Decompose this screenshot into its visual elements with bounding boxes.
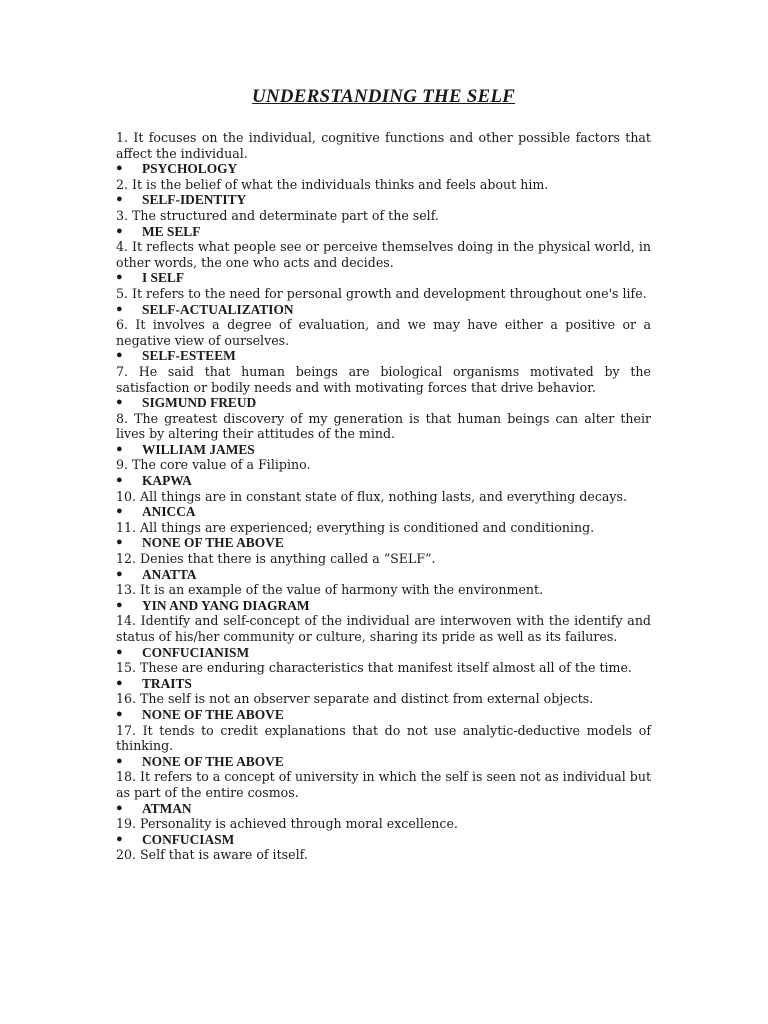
answer-text: ATMAN (142, 800, 192, 816)
answer-line (116, 302, 651, 318)
answer-text: ANATTA (142, 566, 197, 582)
answer-text: TRAITS (142, 675, 192, 691)
answer-line (116, 224, 651, 240)
answer-text: SELF-ACTUALIZATION (142, 301, 294, 317)
answer-line (116, 504, 651, 520)
question-list (116, 130, 651, 863)
bullet-icon: ● (116, 598, 123, 611)
list-item (116, 613, 651, 660)
answer-text: I SELF (142, 270, 185, 286)
answer-line (116, 598, 651, 614)
answer-line (116, 676, 651, 692)
list-item (116, 816, 651, 847)
question-text: 18. It refers to a concept of university in which the self is seen not as individual but as part of the entire cosmos. (116, 769, 651, 800)
answer-line (116, 192, 651, 208)
answer-text: NONE OF THE ABOVE (142, 535, 284, 551)
question-text: 5. It refers to the need for personal growth and development throughout one's life. (116, 285, 647, 301)
bullet-icon: ● (116, 567, 123, 580)
question-text: 12. Denies that there is anything called a “SELF”. (116, 551, 436, 567)
answer-line (116, 535, 651, 551)
answer-line (116, 832, 651, 848)
bullet-icon: ● (116, 645, 123, 658)
question-text: 3. The structured and determinate part of the self. (116, 207, 439, 223)
list-item (116, 286, 651, 317)
bullet-icon: ● (116, 754, 123, 767)
answer-line (116, 801, 651, 817)
answer-text: NONE OF THE ABOVE (142, 706, 284, 722)
list-item (116, 317, 651, 364)
bullet-icon: ● (116, 271, 123, 284)
bullet-icon: ● (116, 442, 123, 455)
question-text: 2. It is the belief of what the individuals thinks and feels about him. (116, 176, 549, 192)
answer-text: KAPWA (142, 473, 192, 489)
list-item (116, 520, 651, 551)
answer-text: SELF-IDENTITY (142, 192, 247, 208)
answer-line (116, 395, 651, 411)
answer-text: ANICCA (142, 504, 196, 520)
list-item (116, 769, 651, 816)
answer-line (116, 442, 651, 458)
answer-text: ME SELF (142, 223, 201, 239)
question-text: 17. It tends to credit explanations that do not use analytic-deductive models of thinking. (116, 722, 651, 754)
bullet-icon: ● (116, 474, 123, 487)
question-text: 14. Identify and self-concept of the individual are interwoven with the identify and status of his/her community or culture, sharing its pride as well as its failures. (116, 613, 651, 644)
answer-text: NONE OF THE ABOVE (142, 753, 284, 769)
list-item (116, 847, 651, 863)
bullet-icon: ● (116, 396, 123, 409)
answer-text: PSYCHOLOGY (142, 161, 238, 177)
list-item (116, 551, 651, 582)
question-text: 10. All things are in constant state of flux, nothing lasts, and everything decays. (116, 488, 627, 504)
bullet-icon: ● (116, 832, 123, 845)
question-text: 8. The greatest discovery of my generation is that human beings can alter their lives by altering their attitudes of the mind. (116, 410, 651, 442)
bullet-icon: ● (116, 162, 123, 175)
list-item (116, 457, 651, 488)
answer-text: CONFUCIASM (142, 831, 235, 847)
list-item (116, 489, 651, 520)
answer-line (116, 161, 651, 177)
list-item (116, 411, 651, 458)
answer-text: SELF-ESTEEM (142, 348, 236, 364)
answer-line (116, 707, 651, 723)
list-item (116, 723, 651, 770)
bullet-icon: ● (116, 193, 123, 206)
bullet-icon: ● (116, 707, 123, 720)
question-text: 9. The core value of a Filipino. (116, 457, 311, 473)
bullet-icon: ● (116, 676, 123, 689)
question-text: 4. It reflects what people see or perceive themselves doing in the physical world, in other words, the one who acts and decides. (116, 239, 651, 270)
list-item (116, 660, 651, 691)
bullet-icon: ● (116, 505, 123, 518)
answer-line (116, 270, 651, 286)
question-text: 20. Self that is aware of itself. (116, 847, 308, 863)
answer-line (116, 473, 651, 489)
question-text: 11. All things are experienced; everything is conditioned and conditioning. (116, 519, 595, 535)
question-text: 15. These are enduring characteristics that manifest itself almost all of the time. (116, 660, 632, 676)
list-item (116, 239, 651, 286)
question-text: 16. The self is not an observer separate and distinct from external objects. (116, 691, 594, 707)
list-item (116, 177, 651, 208)
question-text: 19. Personality is achieved through moral excellence. (116, 816, 458, 832)
question-text: 7. He said that human beings are biological organisms motivated by the satisfaction or bodily needs and with motivating forces that drive behavior. (116, 363, 651, 395)
list-item (116, 691, 651, 722)
question-text: 6. It involves a degree of evaluation, and we may have either a positive or a negative view of ourselves. (116, 317, 651, 348)
list-item (116, 364, 651, 411)
bullet-icon: ● (116, 536, 123, 549)
answer-text: CONFUCIANISM (142, 644, 250, 660)
bullet-icon: ● (116, 302, 123, 315)
answer-line (116, 567, 651, 583)
page-title: UNDERSTANDING THE SELF (251, 86, 516, 107)
bullet-icon: ● (116, 801, 123, 814)
question-text: 13. It is an example of the value of harmony with the environment. (116, 582, 544, 598)
bullet-icon: ● (116, 349, 123, 362)
answer-line (116, 348, 651, 364)
answer-text: YIN AND YANG DIAGRAM (142, 597, 310, 613)
answer-text: SIGMUND FREUD (142, 395, 257, 411)
answer-text: WILLIAM JAMES (142, 441, 255, 457)
list-item (116, 208, 651, 239)
answer-line (116, 645, 651, 661)
list-item (116, 582, 651, 613)
answer-line (116, 754, 651, 770)
list-item (116, 130, 651, 177)
bullet-icon: ● (116, 224, 123, 237)
question-text: 1. It focuses on the individual, cognitive functions and other possible factors that affect the individual. (116, 130, 651, 161)
